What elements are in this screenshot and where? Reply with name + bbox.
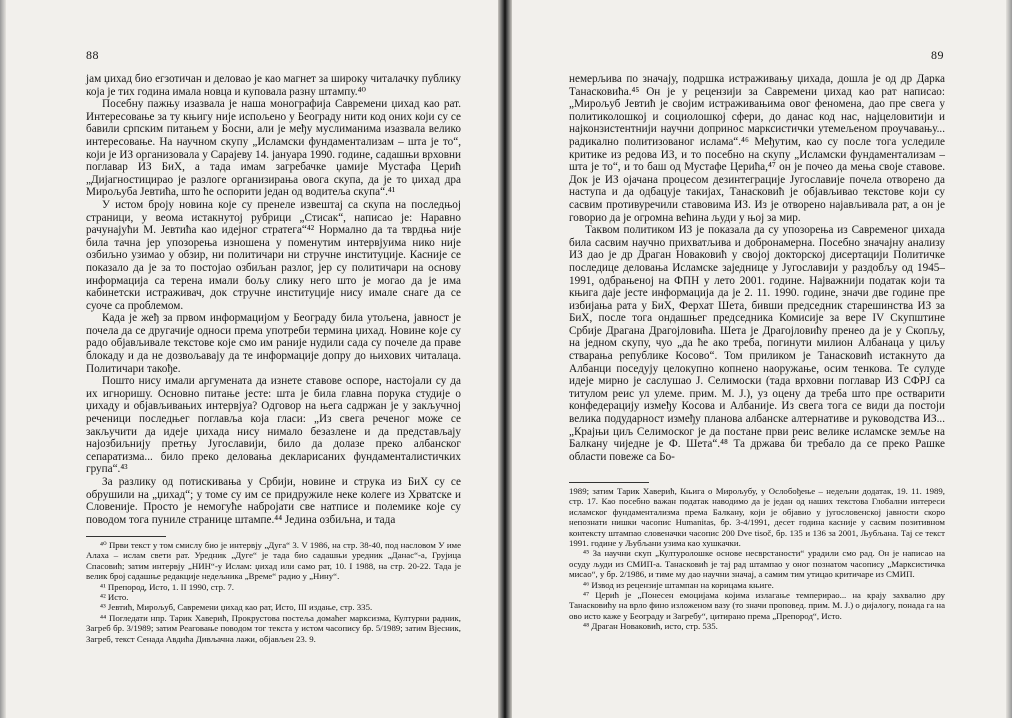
paragraph: Пошто нису имали аргумената да изнете ставове оспоре, настојали су да их игноришу. Основно питање јесте: шта је била главна порука студије о џихаду и објављивањих интервјуа? Одговор на њега садржан је у закључној реченици последњег поглавља која гласи: „Из свега реченог може се закључити да идеје џихада нису нимало безазлене и да представљају најозбиљнију претњу Југославији, било да долазе преко албанског сепаратизма... било преко деловања декларисаних фундаменталистичких група“.⁴³ (86, 375, 461, 476)
footnote: ⁴⁴ Погледати нпр. Тарик Хаверић, Прокрустова постеља домаћег марксизма, Културни радник, Загреб бр. 3/1989; затим Реаговање поводом тог текста у истом часопису бр. 5/1989; затим Вјесник, Загреб, текст Сенада Авдића Дивљачна лажи, објављен 23. 9. (86, 612, 461, 644)
paragraph: Таквом политиком ИЗ је показала да су упозорења из Савременог џихада била сасвим научно прихватљива и добронамерна. Посебно значајну анализу ИЗ дао је др Драган Новаковић у својој докторској дисертацији Политичке последице деловања Исламске заједнице у Југославији у раздобљу од 1945–1991, одбрањеној на ФПН у лето 2001. године. Најважнији податак који та књига даје јесте информација да је 2. 11. 1990. године, значи две године пре избијања рата у БиХ, Ферхат Шета, бивши председник старешинства ИЗ за БиХ, после тога ондашњег председника Комисије за вере IV Скупштине Србије Драгана Драгојловића. Шета је Драгојловићу пренео да је у Скопљу, на једном скупу, чуо „да ће ако треба, погинути милион Албанаца у циљу стварања републике Косово“. Том приликом је Танасковић истакнуто да Албанци поседују целокупно копнено наоружање, осим тенкова. Те сулуде идеје мирно је саслушао Ј. Селимоски (тада врховни поглавар ИЗ СФРЈ са титулом реис ул улеме. прим. М. Ј.), уз оцену да треба што пре остварити конфедерацију између Косова и Албаније. Из свега тога се види да постоји велика подударност између планова албанске алтернативе и руководства ИЗ... „Крајњи циљ Селимоског је да постане први реис велике исламске земље на Балкану чиједне је Ф. Шета“.⁴⁸ Та држава би требало да се преко Рашке области повеже са Бо- (569, 224, 945, 463)
right-footnotes (569, 486, 945, 632)
page-number-left: 88 (86, 48, 99, 62)
footnote: 1989; затим Тарик Хаверић, Књига о Мирољубу, у Ослобођење – недељни додатак, 19. 11. 1989, стр. 17. Као посебно важан податак наводимо да је један од наших текстова Глобални интереси исламског фундаментализма према Балкану, који је објавио у југословенској јавности скоро непознати нишки часопис Humanitas, бр. 3-4/1991, десет година касније у сасвим позитивном контексту штампао словеначки часопис 200 Dve tisoč, бр. 135 и 136 за 2001, Љубљана. Тај се текст 1991. године у Љубљани узима као хушкачки. (569, 486, 945, 549)
paragraph: У истом броју новина које су пренеле извештај са скупа на последњој страници, у веома истакнутој рубрици „Стисак“, написао је: Наравно рачунајући М. Јевтића као идејног стратега“⁴² Нормално да та тврдња није била тачна јер упозорења изношена у поменутим интервјуима нико није озбиљно узимао у обзир, ни политичари ни стручне институције. Касније се показало да је за то постојао озбиљан разлог, јер су политичари на основу информација са терена имали бољу слику него што је могао да је има кабинетски истраживач, док стручне институције нису имале снаге да се суоче са проблемом. (86, 198, 461, 312)
paragraph: Посебну пажњу изазвала је наша монографија Савремени џихад као рат. Интересовање за ту књигу није испољено у Београду нити код оних који су се бавили српским питањем у Босни, али је међу муслиманима изазвала велико интересовање. На научном скупу „Исламски фундаментализам – шта је то“, који је ИЗ организовала у Сарајеву 14. јануара 1990. године, садашњи врховни поглавар ИЗ БиХ, а тада имам загребачке џамије Мустафа Церић „Дијагностицирао је разлоге организирања овога скупа, да је то џихад дра Мирољуба Јевтића, што ће оспорити један од водитеља скупа“.⁴¹ (86, 98, 461, 199)
paragraph: За разлику од потискивања у Србији, новине и струка из БиХ су се обрушили на „џихад“; у томе су им се придружиле неке колеге из Хрватске и Словеније. Просто је немогуће набројати све натписе и полемике које су поводом тога пуниле странице штампе.⁴⁴ Једина озбиљна, и тада (86, 476, 461, 526)
footnote-rule (86, 536, 166, 537)
footnote: ⁴⁷ Церић је „Понесен емоцијама којима излагање темперирао... на крају захвалио дру Танасковићу на врло фино изложеном вазу (то значи проповед. прим. М. Ј.) о дијалогу, понада га на ово исто каже у Београду и Загребу“, цитирано према „Препород“, Исто. (569, 590, 945, 621)
footnote: ⁴³ Јевтић, Мирољуб, Савремени џихад као рат, Исто, III издање, стр. 335. (100, 602, 373, 613)
paragraph: немерљива по значају, подршка истраживању џихада, дошла је од др Дарка Танасковића.⁴⁵ Он је у рецензији за Савремени џихад као рат написао: „Мирољуб Јевтић је својим истраживањима овог феномена, дао пре свега у политиколошкој и социолошкој сфери, до данас код нас, најцеловитији и најконзистентнији научни допринос марксистички утемељеном проучавању... радикално политизованог ислама“.⁴⁶ Међутим, као су после тога уследиле критике из редова ИЗ, и то посебно на скупу „Исламски фундаментализам – шта је то“, и то баш од Мустафе Церића,⁴⁷ он је почео да мења своје ставове. Док је ИЗ ојачана процесом дезинтеграције Југославије почела отворено да наступа и да одбацује такијах, Танасковић је објављивао текстове који су сасвим противуречили ставовима ИЗ. Из је отворено најављивала рат, а он је говорио да је огромна већина људи у њој за мир. (569, 73, 945, 224)
footnote: ⁴¹ Препород, Исто, 1. II 1990, стр. 7. (100, 581, 234, 592)
page-number-right: 89 (931, 48, 944, 62)
footnote-rule (569, 482, 649, 483)
left-page-edge (0, 0, 6, 718)
footnote: ⁴⁰ Први текст у том смислу био је интервју „Дуга“ 3. V 1986, на стр. 38-40, под насловом У име Алаха – ислам свети рат. Уредник „Дуге“ је тада био садашњи уредник „Данас“-а, Грујица Спасовић; затим интервју „НИН“-у Ислам: џихад или само рат, 10. I 1988, на стр. 20-22. Тада је велик број садашње редакције недељника „Време“ радио у „Нину“. (86, 540, 461, 582)
left-body-text (86, 73, 461, 526)
right-page (507, 0, 1012, 718)
right-body-text (569, 73, 945, 463)
paragraph: јам џихад био егзотичан и деловао је као магнет за широку читалачку публику која је тих година имала новца и куповала разну штампу.⁴⁰ (86, 73, 461, 98)
footnote: ⁴⁵ За научни скуп „Културолошке основе несврстаности“ урадили смо рад. Он је написао на осуду људи из СМИП-а. Танасковић је тај рад штампао у оног познатом часопису „Марксистичка мисао“, у бр. 2/1986, и тиме му дао научни значај, а самим тим утицао критичаре из СМИП. (569, 548, 945, 580)
book-gutter (498, 0, 512, 718)
right-page-edge (1006, 0, 1012, 718)
footnote: ⁴⁸ Драган Новаковић, исто, стр. 535. (583, 621, 718, 632)
footnote: ⁴² Исто. (100, 592, 129, 603)
left-footnotes (86, 540, 461, 644)
paragraph: Када је жеђ за првом информацијом у Београду била утољена, јавност је почела да се другачије односи према употреби термина џихад. Новине које су радо објављивале текстове које смо им раније нудили сада су почеле да праве блокаду и да не дозвољавају да те информације допру до њихових читалаца. Политичари такође. (86, 312, 461, 375)
footnote: ⁴⁶ Извод из рецензије штампан на корицама књиге. (583, 579, 774, 590)
left-page (0, 0, 503, 718)
